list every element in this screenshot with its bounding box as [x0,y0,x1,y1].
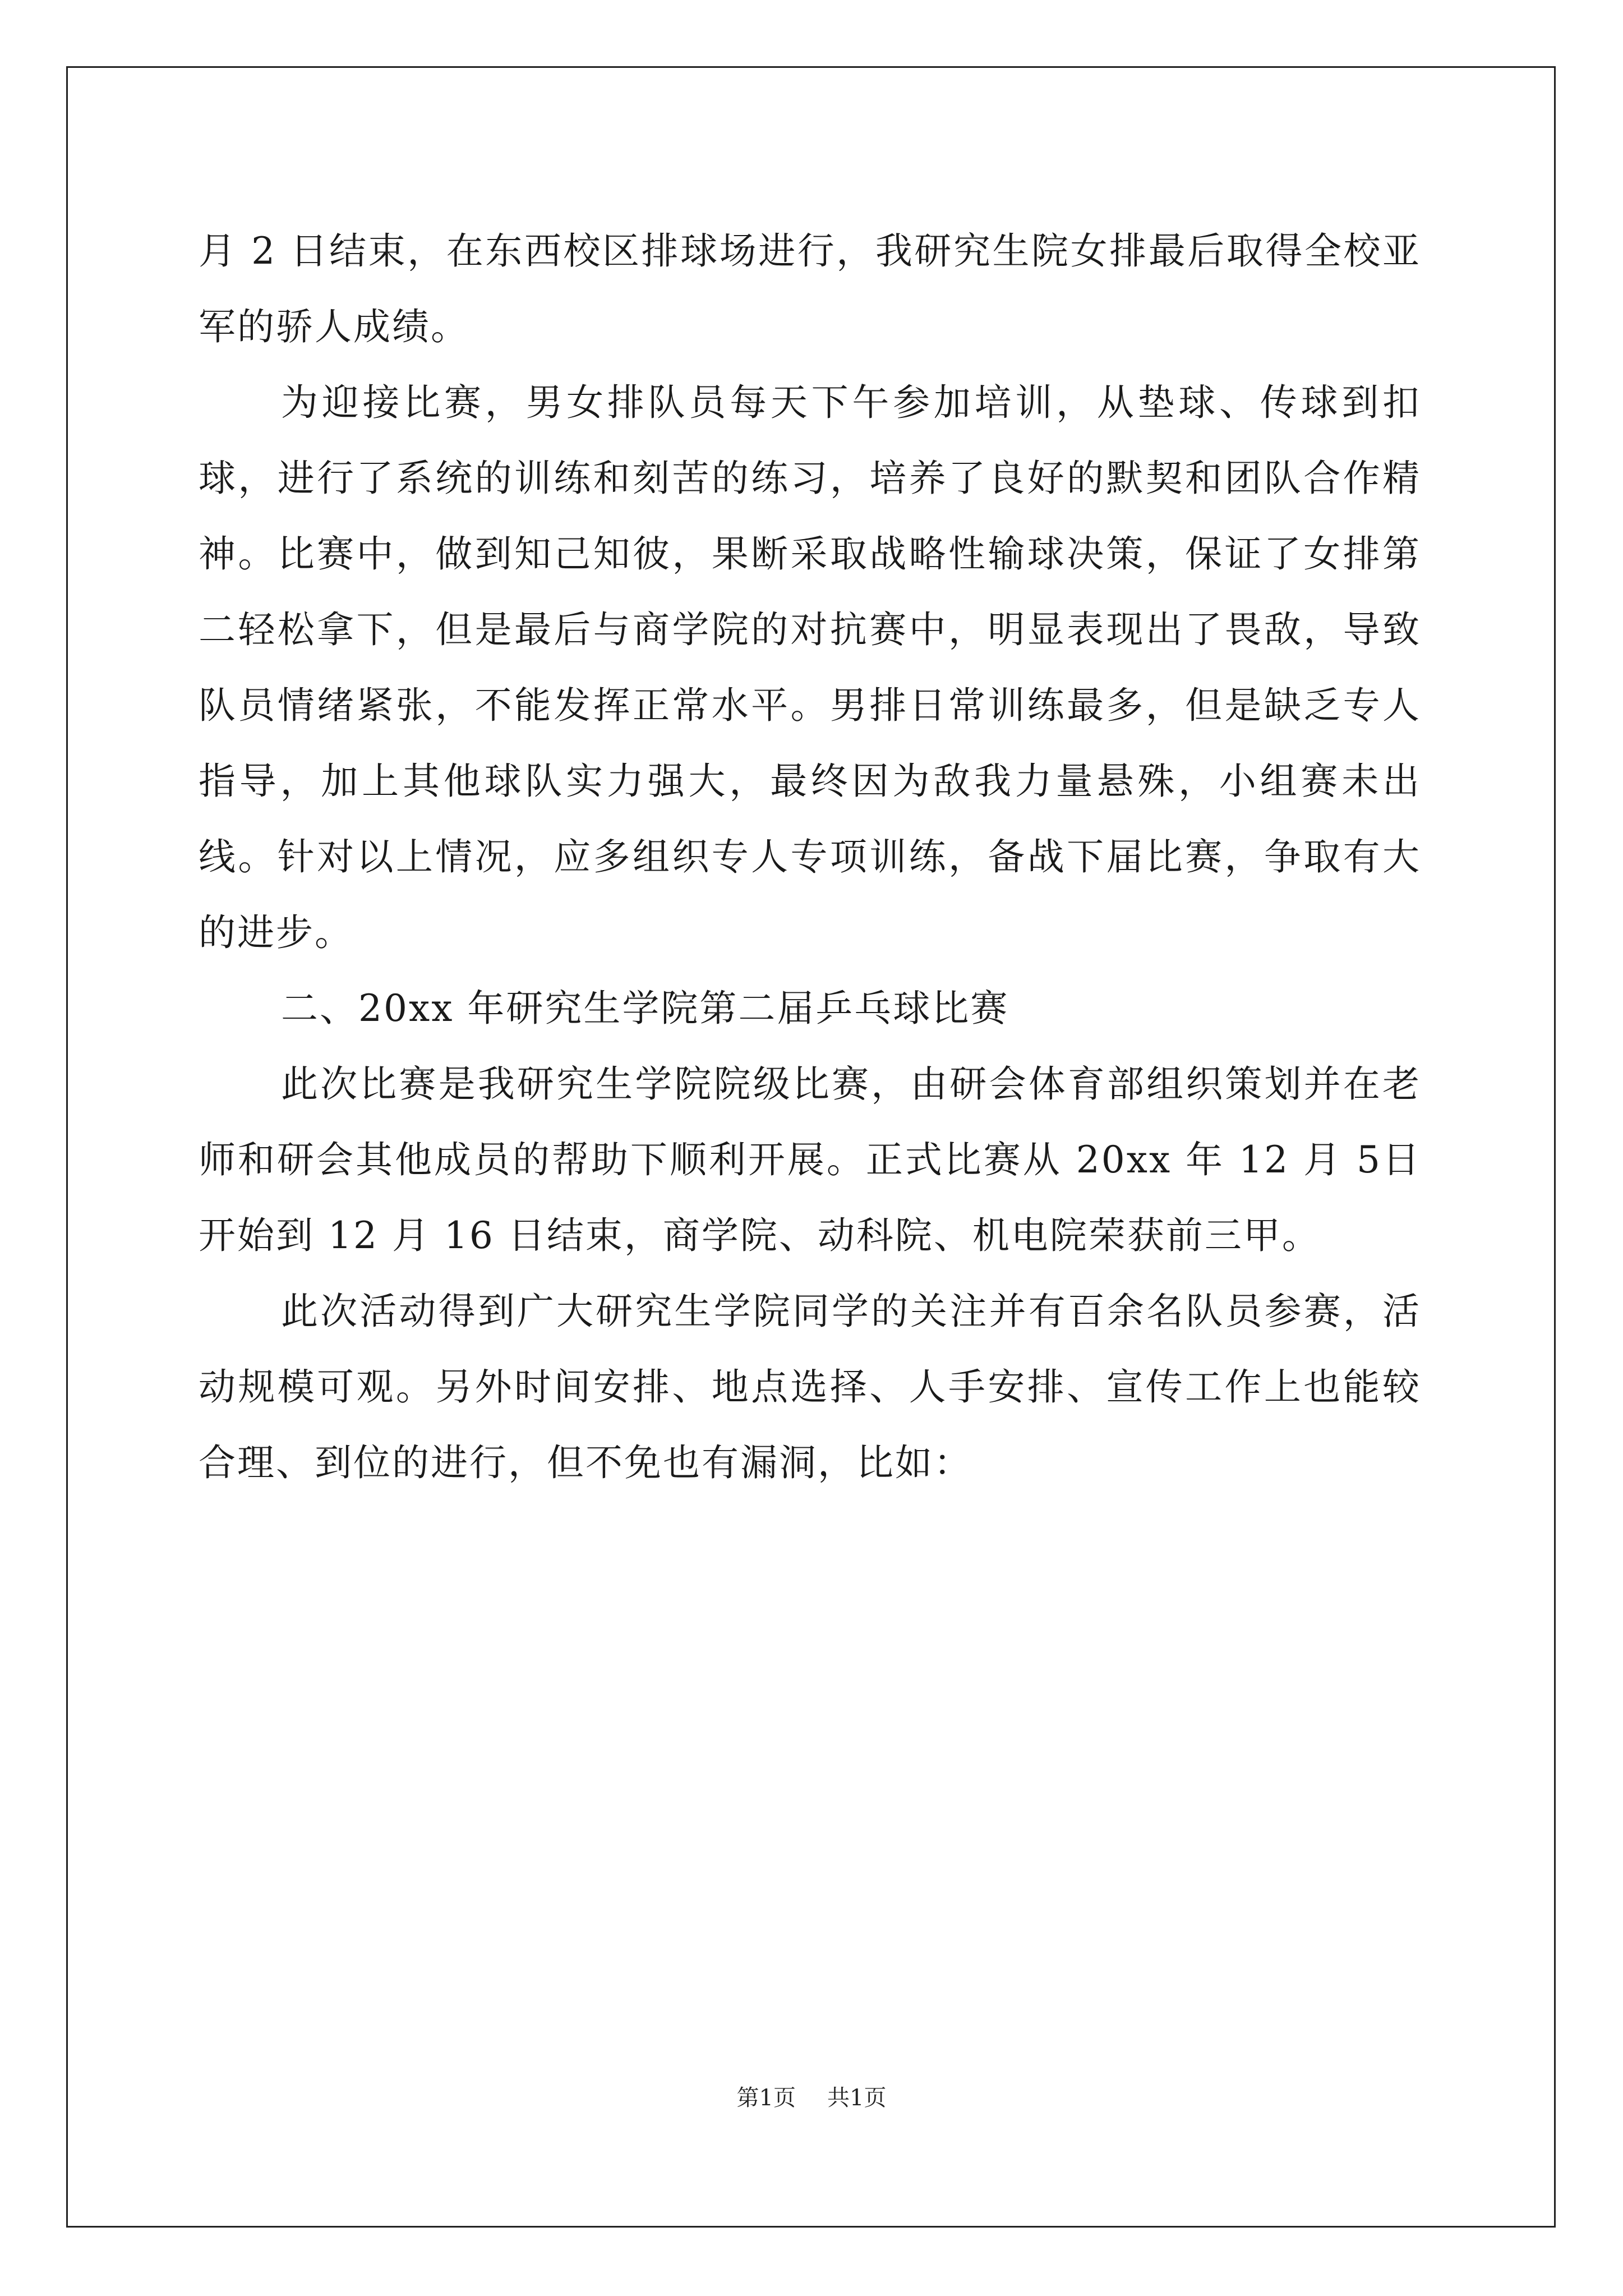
paragraph-1: 月 2 日结束，在东西校区排球场进行，我研究生院女排最后取得全校亚军的骄人成绩。 [199,229,1421,348]
paragraph-3: 此次比赛是我研究生学院院级比赛，由研会体育部组织策划并在老师和研会其他成员的帮助下顺利开展。正式比赛从 20xx 年 12 月 5日开始到 12 月 16 日结束，商学院、动科院、机电院荣获前三甲。 [199,1062,1421,1257]
document-body [199,213,1421,1501]
page-number-total: 共1页 [827,2085,887,2111]
page-number-current: 第1页 [736,2085,796,2111]
paragraph-2: 为迎接比赛，男女排队员每天下午参加培训，从垫球、传球到扣球，进行了系统的训练和刻苦的练习，培养了良好的默契和团队合作精神。比赛中，做到知己知彼，果断采取战略性输球决策，保证了女排第二轻松拿下，但是最后与商学院的对抗赛中，明显表现出了畏敌，导致队员情绪紧张，不能发挥正常水平。男排日常训练最多，但是缺乏专人指导，加上其他球队实力强大，最终因为敌我力量悬殊，小组赛未出线。针对以上情况，应多组织专人专项训练，备战下届比赛，争取有大的进步。 [199,381,1421,954]
section-heading: 二、20xx 年研究生学院第二届乒乓球比赛 [281,987,1009,1030]
paragraph-4: 此次活动得到广大研究生学院同学的关注并有百余名队员参赛，活动规模可观。另外时间安排、地点选择、人手安排、宣传工作上也能较合理、到位的进行，但不免也有漏洞，比如： [199,1290,1421,1484]
page-footer [0,2081,1623,2115]
